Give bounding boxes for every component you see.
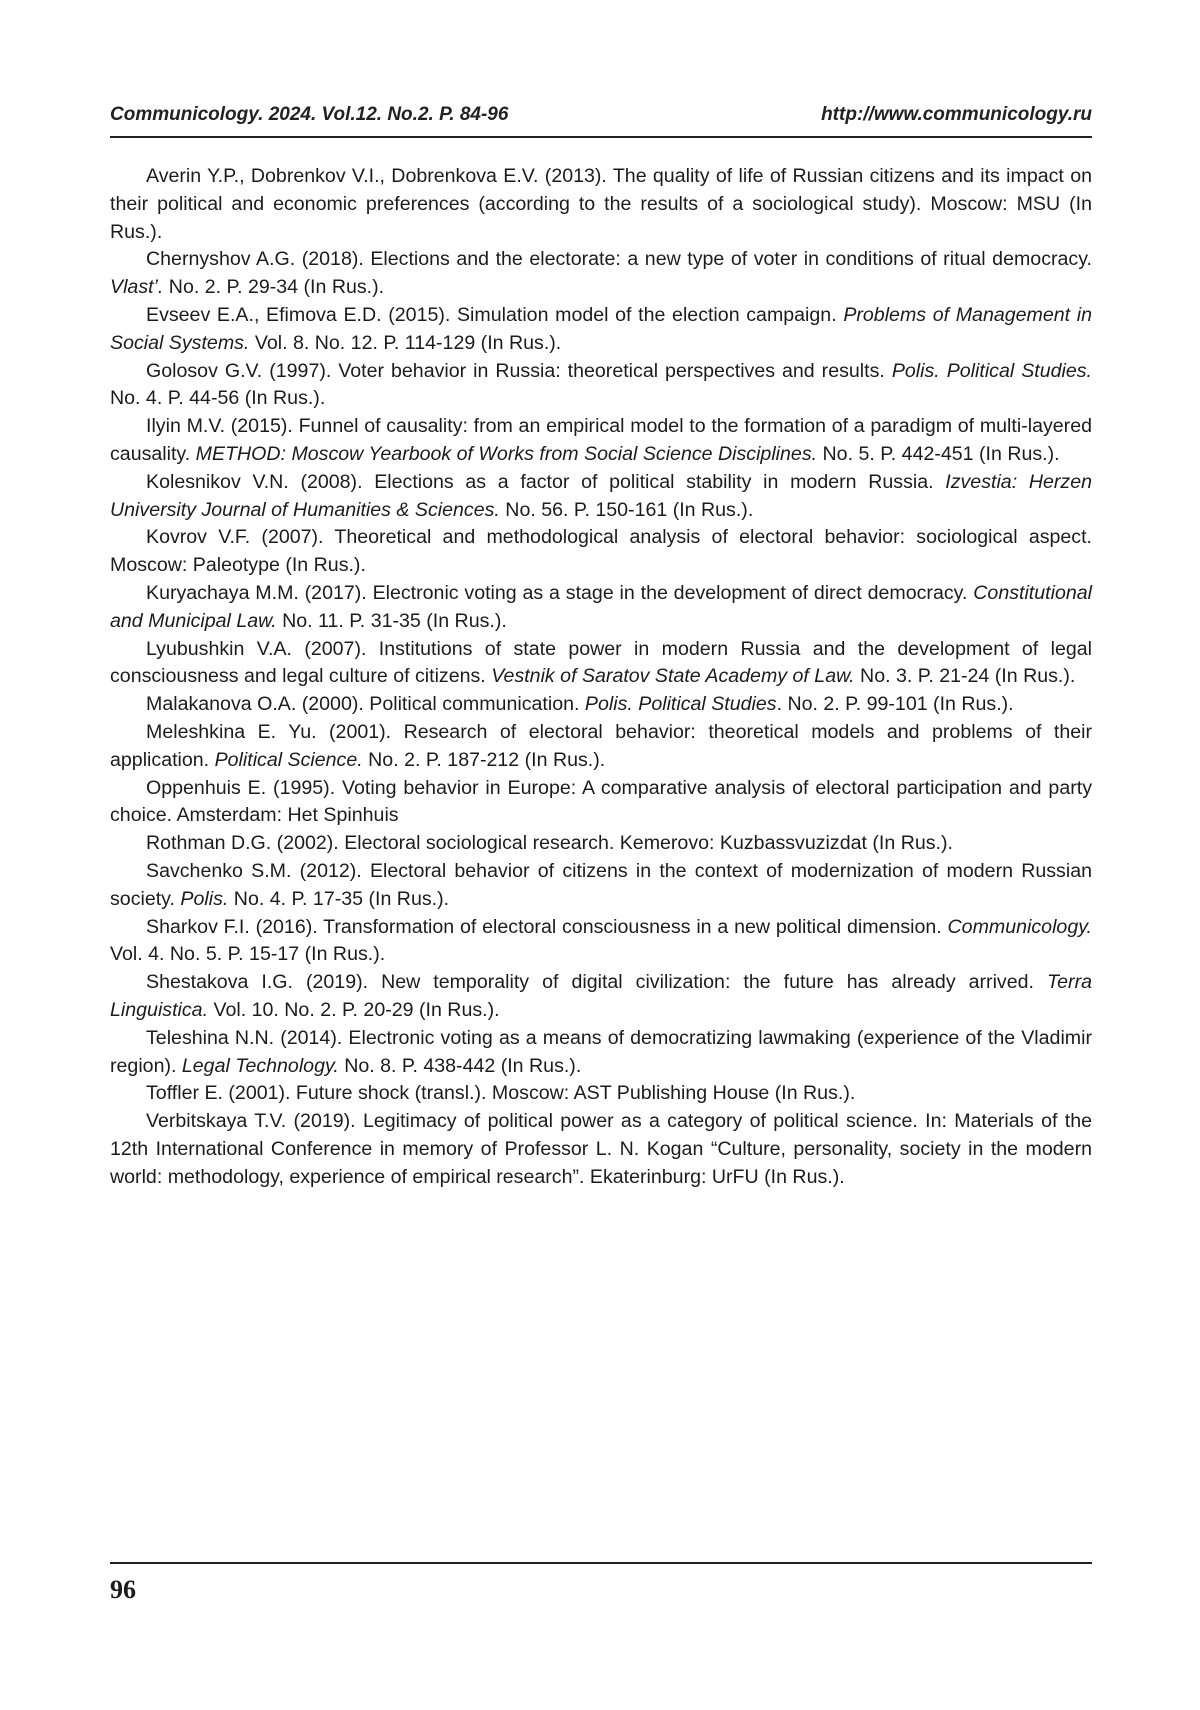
journal-citation: Communicology. 2024. Vol.12. No.2. P. 84-96: [110, 104, 509, 125]
reference-details: No. 4. P. 17-35 (In Rus.).: [228, 887, 450, 910]
reference-details: No. 56. P. 150-161 (In Rus.).: [499, 498, 754, 521]
page-number: 96: [110, 1575, 136, 1604]
reference-text: Oppenhuis E. (1995). Voting behavior in Europe: A comparative analysis of electoral participation and party choice. Amsterdam: Het Spinhuis: [110, 776, 1092, 827]
reference-details: No. 8. P. 438-442 (In Rus.).: [338, 1054, 582, 1077]
reference-text: Golosov G.V. (1997). Voter behavior in Russia: theoretical perspectives and results.: [146, 359, 892, 382]
reference-entry: [110, 413, 1092, 469]
reference-source-title: Izvestia: Herzen University Journal of Humanities & Sciences.: [110, 470, 1092, 521]
reference-text: Meleshkina E. Yu. (2001). Research of electoral behavior: theoretical models and problems of their application.: [110, 720, 1092, 771]
reference-entry: [110, 1108, 1092, 1191]
reference-entry: [110, 858, 1092, 914]
reference-entry: [110, 358, 1092, 414]
reference-source-title: Polis. Political Studies.: [891, 359, 1092, 382]
reference-details: No. 3. P. 21-24 (In Rus.).: [854, 665, 1076, 688]
reference-entry: [110, 524, 1092, 580]
reference-text: Rothman D.G. (2002). Electoral sociological research. Kemerovo: Kuzbassvuzizdat (In Rus.).: [146, 832, 953, 855]
reference-details: No. 2. P. 29-34 (In Rus.).: [163, 276, 385, 299]
reference-list: [110, 163, 1092, 1191]
reference-text: Teleshina N.N. (2014). Electronic voting as a means of democratizing lawmaking (experience of the Vladimir region).: [110, 1026, 1092, 1077]
reference-details: No. 5. P. 442-451 (In Rus.).: [817, 442, 1060, 465]
reference-text: Shestakova I.G. (2019). New temporality of digital civilization: the future has already arrived.: [146, 971, 1047, 994]
reference-text: Malakanova O.A. (2000). Political communication.: [146, 693, 585, 716]
footer-divider: [110, 1562, 1092, 1564]
reference-text: Sharkov F.I. (2016). Transformation of electoral consciousness in a new political dimension.: [146, 915, 948, 938]
reference-text: Verbitskaya T.V. (2019). Legitimacy of political power as a category of political science. In: Materials of the 12th International Conference in memory of Professor L. N. Kogan “Culture, personality, society in the modern world: methodology, experience of empirical research”. Ekaterinburg: UrFU (In Rus.).: [110, 1110, 1092, 1188]
reference-text: Evseev E.A., Efimova E.D. (2015). Simulation model of the election campaign.: [146, 303, 844, 326]
header-divider: [110, 136, 1092, 138]
reference-details: Vol. 4. No. 5. P. 15-17 (In Rus.).: [110, 943, 386, 966]
reference-text: Toffler E. (2001). Future shock (transl.). Moscow: AST Publishing House (In Rus.).: [146, 1082, 856, 1105]
reference-entry: [110, 691, 1092, 719]
reference-source-title: Problems of Management in Social Systems.: [110, 303, 1093, 354]
reference-text: Chernyshov A.G. (2018). Elections and the electorate: a new type of voter in conditions of ritual democracy.: [146, 248, 1092, 271]
reference-details: No. 2. P. 187-212 (In Rus.).: [362, 748, 606, 771]
journal-url[interactable]: http://www.communicology.ru: [821, 104, 1092, 125]
reference-source-title: METHOD: Moscow Yearbook of Works from Social Science Disciplines.: [195, 442, 818, 465]
reference-entry: [110, 302, 1092, 358]
reference-text: Lyubushkin V.A. (2007). Institutions of state power in modern Russia and the development of legal consciousness and legal culture of citizens.: [110, 637, 1092, 688]
reference-source-title: Polis.: [180, 887, 229, 910]
reference-details: Vol. 8. No. 12. P. 114-129 (In Rus.).: [249, 331, 562, 354]
reference-text: Kolesnikov V.N. (2008). Elections as a factor of political stability in modern Russia.: [146, 470, 946, 493]
reference-source-title: Polis. Political Studies: [584, 693, 777, 716]
reference-entry: [110, 246, 1092, 302]
reference-entry: [110, 469, 1092, 525]
reference-source-title: Political Science.: [214, 748, 363, 771]
reference-entry: [110, 830, 1092, 858]
reference-source-title: Vestnik of Saratov State Academy of Law.: [491, 665, 855, 688]
running-header: [110, 104, 1092, 126]
reference-entry: [110, 1025, 1092, 1081]
reference-entry: [110, 580, 1092, 636]
reference-entry: [110, 719, 1092, 775]
reference-entry: [110, 969, 1092, 1025]
reference-entry: [110, 914, 1092, 970]
reference-details: . No. 2. P. 99-101 (In Rus.).: [776, 693, 1014, 716]
reference-source-title: Terra Linguistica.: [110, 971, 1092, 1021]
reference-text: Ilyin M.V. (2015). Funnel of causality: from an empirical model to the formation of a paradigm of multi-layered causality.: [110, 415, 1092, 465]
reference-text: Savchenko S.M. (2012). Electoral behavior of citizens in the context of modernization of modern Russian society.: [110, 859, 1092, 910]
reference-details: No. 4. P. 44-56 (In Rus.).: [110, 387, 326, 410]
reference-source-title: Communicology.: [947, 915, 1092, 938]
reference-source-title: Legal Technology.: [181, 1054, 339, 1077]
reference-entry: [110, 163, 1092, 246]
reference-details: Vol. 10. No. 2. P. 20-29 (In Rus.).: [208, 998, 500, 1021]
reference-details: No. 11. P. 31-35 (In Rus.).: [276, 609, 507, 632]
reference-entry: [110, 636, 1092, 692]
reference-source-title: Vlast’.: [110, 276, 164, 299]
reference-text: Averin Y.P., Dobrenkov V.I., Dobrenkova E.V. (2013). The quality of life of Russian citizens and its impact on their political and economic preferences (according to the results of a sociological study). Moscow: MSU (In Rus.).: [110, 165, 1092, 243]
reference-text: Kovrov V.F. (2007). Theoretical and methodological analysis of electoral behavior: sociological aspect. Moscow: Paleotype (In Rus.).: [110, 526, 1092, 577]
reference-entry: [110, 775, 1092, 831]
reference-source-title: Constitutional and Municipal Law.: [110, 581, 1092, 632]
reference-text: Kuryachaya M.M. (2017). Electronic voting as a stage in the development of direct democracy.: [146, 581, 974, 604]
reference-entry: [110, 1080, 1092, 1108]
